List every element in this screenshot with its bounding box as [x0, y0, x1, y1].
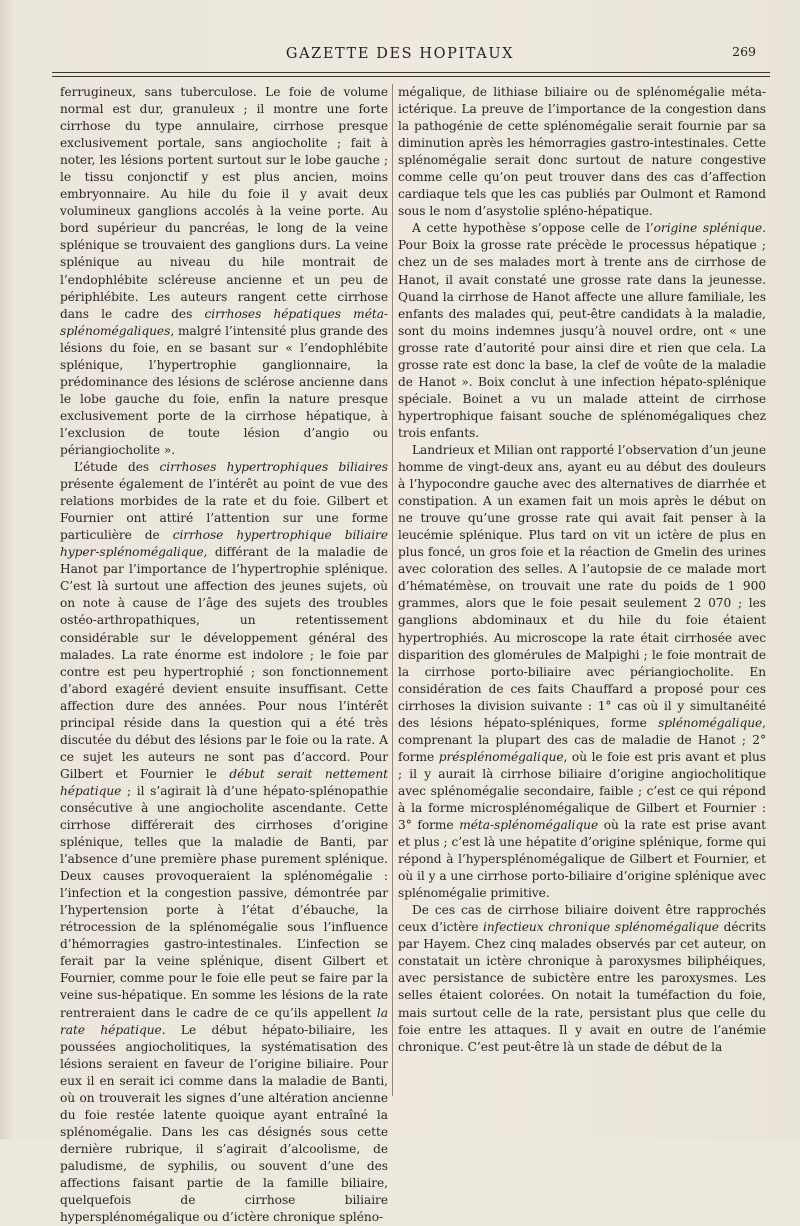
left-column [60, 84, 388, 1226]
text-run: De ces cas de cirrhose biliaire doivent être rapprochés ceux d’ictère [398, 903, 766, 935]
text-run: Landrieux et Milian ont rapporté l’observation d’un jeune homme de vingt-deux ans, ayant eu au début des douleurs à l’hypocondre gauche avec des alternatives de diarrhée et constipation. A un examen fait un mois après le début on ne trouve qu’une grosse rate qui avait fait penser à la leucémie splénique. Plus tard on vit un ictère de plus en plus foncé, un gros foie et la réaction de Gmelin des urines avec coloration des selles. A l’autopsie de ce malade mort d’hématémèse, on trouvait une rate du poids de 1 900 grammes, alors que le foie pesait seulement 2 070 ; les ganglions abdominaux et du hile du foie étaient hypertrophiés. Au microscope la rate était cirrhosée avec disparition des glomérules de Malpighi ; le foie montrait de la cirrhose porto-biliaire avec périangiocholite. En considération de ces faits Chauffard a proposé pour ces cirrhoses la division suivante : 1° cas où il y simultanéité des lésions hépato-spléniques, forme [398, 442, 767, 730]
right-column [398, 84, 766, 1056]
text-run: . Pour Boix la grosse rate précède le processus hépatique ; chez un de ses malades mort à trente ans de cirrhose de Hanot, il avait constaté une grosse rate dans la jeunesse. Quand la cirrhose de Hanot affecte une allure familiale, les enfants des malades qui, peut-être candidats à la maladie, sont du moins indemnes jusqu’à nouvel ordre, ont « une grosse rate d’autorité pour ainsi dire et rien que cela. La grosse rate est donc la base, la clef de voûte de la maladie de Hanot ». Boix conclut à une infection hépato-splénique spéciale. Boinet a vu un malade atteint de cirrhose hypertrophique faisant souche de splénomégaliques chez trois enfants. [398, 221, 766, 440]
italic-term: présplénomégalique [438, 749, 564, 764]
italic-term: cirrhose hypertrophique biliaire hyper-splénomégalique [60, 528, 388, 560]
italic-term: infectieux chronique splénomégalique [483, 920, 719, 935]
text-run: , comprenant la plupart des cas de maladie de Hanot ; 2° forme [398, 715, 766, 764]
text-run: décrits par Hayem. Chez cinq malades observés par cet auteur, on constatait un ictère chronique à paroxysmes biliphéiques, avec persistance de subictère entre les paroxysmes. Les selles étaient colorées. On notait la tuméfaction du foie, mais surtout celle de la rate, persistant plus que celle du foie entre les attaques. Il y avait en outre de l’anémie chronique. C’est peut-être là un stade de début de la [398, 920, 766, 1054]
text-run: . Le début hépato-biliaire, les poussées angiocholitiques, la systématisation des lésions seraient en faveur de l’origine biliaire. Pour eux il en serait ici comme dans la maladie de Banti, où on trouverait les signes d’une altération ancienne du foie restée latente quoique ayant entraîné la splénomégalie. Dans les cas désignés sous cette dernière rubrique, il s’agirait d’alcoolisme, de paludisme, de syphilis, ou souvent d’une des affections faisant partie de la famille biliaire, quelquefois de cirrhose biliaire hypersplénomégalique ou d’ictère chronique spléno- [60, 1022, 389, 1225]
paragraph [60, 84, 388, 459]
paragraph [398, 442, 766, 902]
column-divider [392, 84, 393, 1096]
italic-term: début serait nettement hépatique [60, 766, 388, 798]
italic-term: origine splénique [653, 221, 763, 236]
text-run: L’étude des [74, 460, 160, 475]
paragraph [398, 220, 766, 442]
text-run: ferrugineux, sans tuberculose. Le foie de volume normal est dur, granuleux ; il montre une forte cirrhose du type annulaire, cirrhose presque exclusivement portale, sans angiocholite ; fait à noter, les lésions portent surtout sur le lobe gauche ; le tissu conjonctif y est plus ancien, moins embryonnaire. Au hile du foie il y avait deux volumineux ganglions accolés à la veine porte. Au bord supérieur du pancréas, le long de la veine splénique se trouvaient des ganglions durs. La veine splénique au niveau du hile montrait de l’endophlébite scléreuse ancienne et un peu de périphlébite. Les auteurs rangent cette cirrhose dans le cadre des [60, 85, 388, 321]
italic-term: méta-splénomégalique [459, 818, 599, 833]
paragraph [60, 459, 388, 1226]
italic-term: cirrhoses hypertrophiques biliaires [159, 460, 388, 475]
text-run: présente également de l’intérêt au point de vue des relations morbides de la rate et du foie. Gilbert et Fournier ont attiré l’attention sur une forme particulière de [60, 477, 388, 543]
italic-term: cirrhoses hépatiques méta-splénomégaliques [60, 306, 388, 338]
text-run: , différant de la maladie de Hanot par l’importance de l’hypertrophie splénique. C’est là surtout une affection des jeunes sujets, où on note à cause de l’âge des sujets des troubles ostéo-arthropathiques, un retentissement considérable sur le développement général des malades. La rate énorme est indolore ; le foie par contre est peu hypertrophié ; son fonctionnement d’abord exagéré devient ensuite insuffisant. Cette affection dure des années. Pour nous l’intérêt principal réside dans la question qui a été très discutée du début des lésions par le foie ou la rate. A ce sujet les auteurs ne sont pas d’accord. Pour Gilbert et Fournier le [60, 545, 388, 781]
header-rule-thick [52, 72, 770, 73]
paragraph [398, 902, 766, 1055]
paragraph [398, 84, 766, 220]
page-header [0, 42, 800, 66]
italic-term: la rate hépatique [60, 1005, 388, 1037]
text-run: A cette hypothèse s’oppose celle de l’ [412, 221, 654, 236]
text-run: ; il s’agirait là d’une hépato-splénopathie consécutive à une angiocholite ascendante. Cette cirrhose différerait des cirrhoses d’origine splénique, telles que la maladie de Banti, par l’absence d’une première phase purement splénique. Deux causes provoqueraient la splénomégalie : l’infection et la congestion passive, démontrée par l’hypertension porte à l’état d’ébauche, la rétrocession de la splénomégalie sous l’influence d’hémorragies gastro-intestinales. L’infection se ferait par la veine splénique, disent Gilbert et Fournier, comme pour le foie elle peut se faire par la veine sus-hépatique. En somme les lésions de la rate rentreraient dans le cadre de ce qu’ils appellent [60, 783, 388, 1020]
journal-title: GAZETTE DES HOPITAUX [285, 46, 515, 62]
text-run: , où le foie est pris avant et plus ; il y aurait là cirrhose biliaire d’origine angiocholitique avec splénomégalie secondaire, faible ; c’est ce qui répond à la forme microsplénomégalique de Gilbert et Fournier : 3° forme [398, 749, 766, 833]
page-number: 269 [732, 44, 756, 59]
text-run: où la rate est prise avant et plus ; c’est là une hépatite d’origine splénique, forme qui répond à l’hypersplénomégalique de Gilbert et Fournier, et où il y a une cirrhose porto-biliaire d’origine splénique avec splénomégalie primitive. [398, 818, 766, 901]
text-run: , malgré l’intensité plus grande des lésions du foie, en se basant sur « l’endophlébite splénique, l’hypertrophie ganglionnaire, la prédominance des lésions de sclérose ancienne dans le lobe gauche du foie, enfin la nature presque exclusivement porte de la cirrhose hépatique, à l’exclusion de toute lésion d’angio ou périangiocholite ». [60, 323, 388, 457]
header-rule-thin [52, 76, 770, 77]
italic-term: splénomégalique [658, 715, 763, 730]
text-run: mégalique, de lithiase biliaire ou de splénomégalie méta-ictérique. La preuve de l’importance de la congestion dans la pathogénie de cette splénomégalie serait fournie par sa diminution après les hémorragies gastro-intestinales. Cette splénomégalie serait donc surtout de nature congestive comme celle qu’on peut trouver dans des cas d’affection cardiaque tels que les cas publiés par Oulmont et Ramond sous le nom d’asystolie spléno-hépatique. [398, 85, 766, 219]
